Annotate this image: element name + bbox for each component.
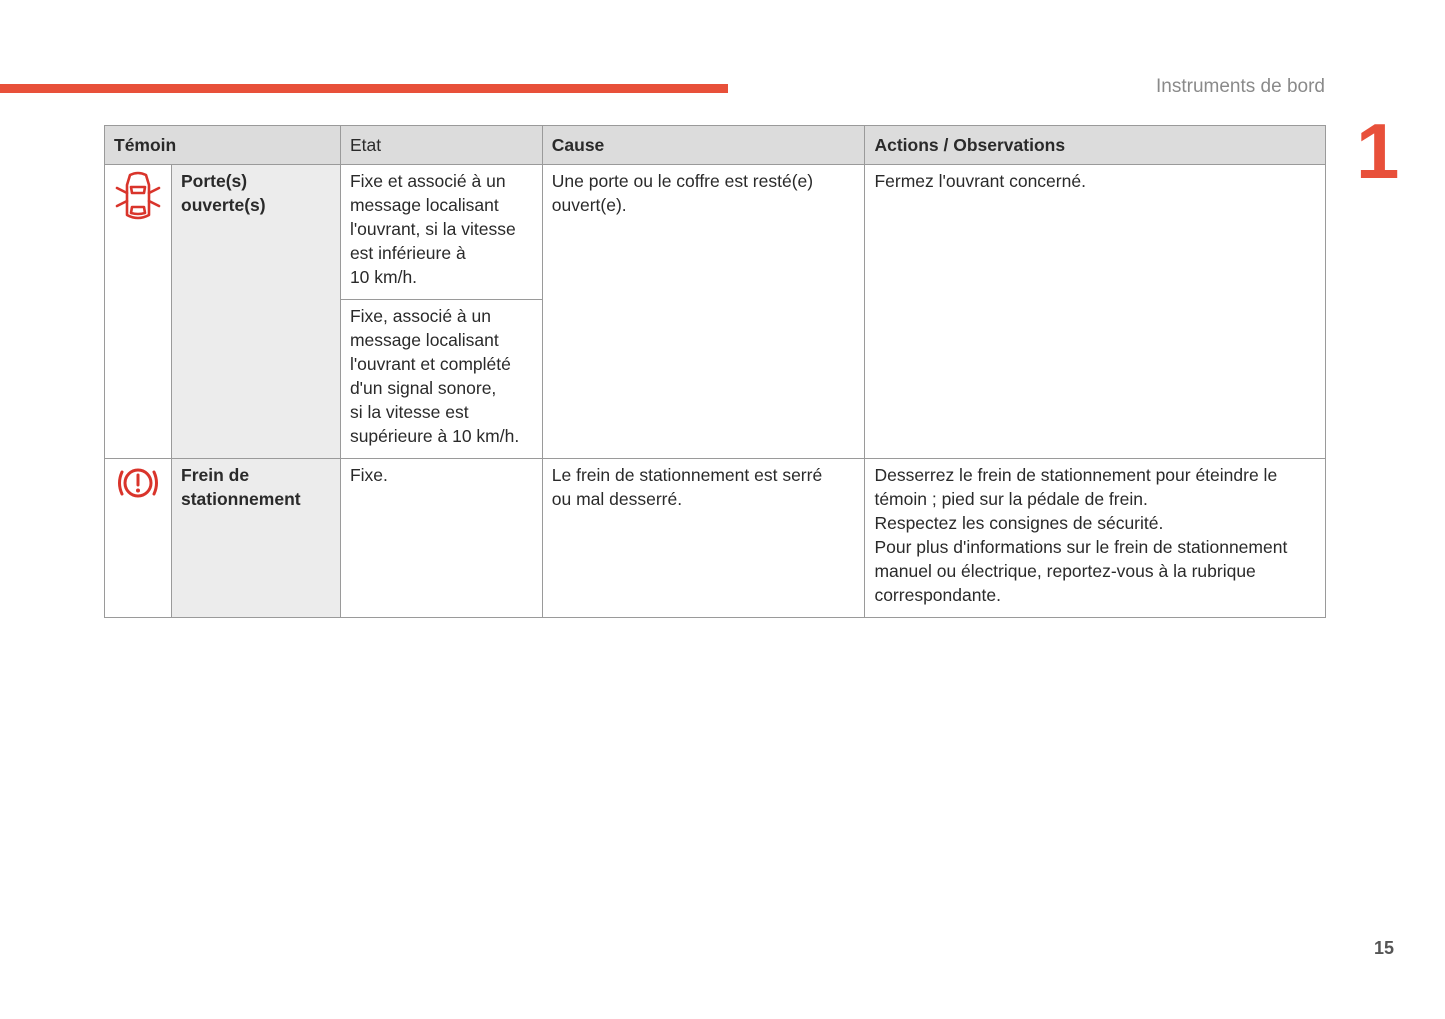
etat-cell: Fixe et associé à un message localisant l'ouvrant, si la vitesse est inférieure à 10 km/h.: [340, 165, 542, 300]
header-etat: Etat: [340, 126, 542, 165]
page-number: 15: [1374, 938, 1395, 958]
cause-cell: Une porte ou le coffre est resté(e) ouvert(e).: [542, 165, 865, 459]
header-actions: Actions / Observations: [865, 126, 1326, 165]
header-temoin: Témoin: [105, 126, 341, 165]
table-row: [105, 165, 1326, 300]
warning-name: Porte(s) ouverte(s): [172, 165, 341, 459]
icon-cell: [105, 165, 172, 459]
table-row: [105, 459, 1326, 618]
parking-brake-icon: [114, 463, 162, 503]
header-cause: Cause: [542, 126, 865, 165]
icon-cell: [105, 459, 172, 618]
warning-name: Frein de stationnement: [172, 459, 341, 618]
warning-lights-table: [104, 125, 1326, 618]
car-door-open-icon: [114, 169, 162, 225]
actions-cell: Desserrez le frein de stationnement pour éteindre le témoin ; pied sur la pédale de frein. Respectez les consignes de sécurité. Pour plus d'informations sur le frein de stationnement manuel ou électrique, reportez-vous à la rubrique correspondante.: [865, 459, 1326, 618]
header-accent-bar: [0, 84, 728, 93]
actions-cell: Fermez l'ouvrant concerné.: [865, 165, 1326, 459]
chapter-number: 1: [1356, 107, 1400, 195]
section-title: Instruments de bord: [1156, 76, 1325, 97]
etat-cell: Fixe, associé à un message localisant l'ouvrant et complété d'un signal sonore, si la vitesse est supérieure à 10 km/h.: [340, 300, 542, 459]
etat-cell: Fixe.: [340, 459, 542, 618]
cause-cell: Le frein de stationnement est serré ou mal desserré.: [542, 459, 865, 618]
table-header-row: [105, 126, 1326, 165]
